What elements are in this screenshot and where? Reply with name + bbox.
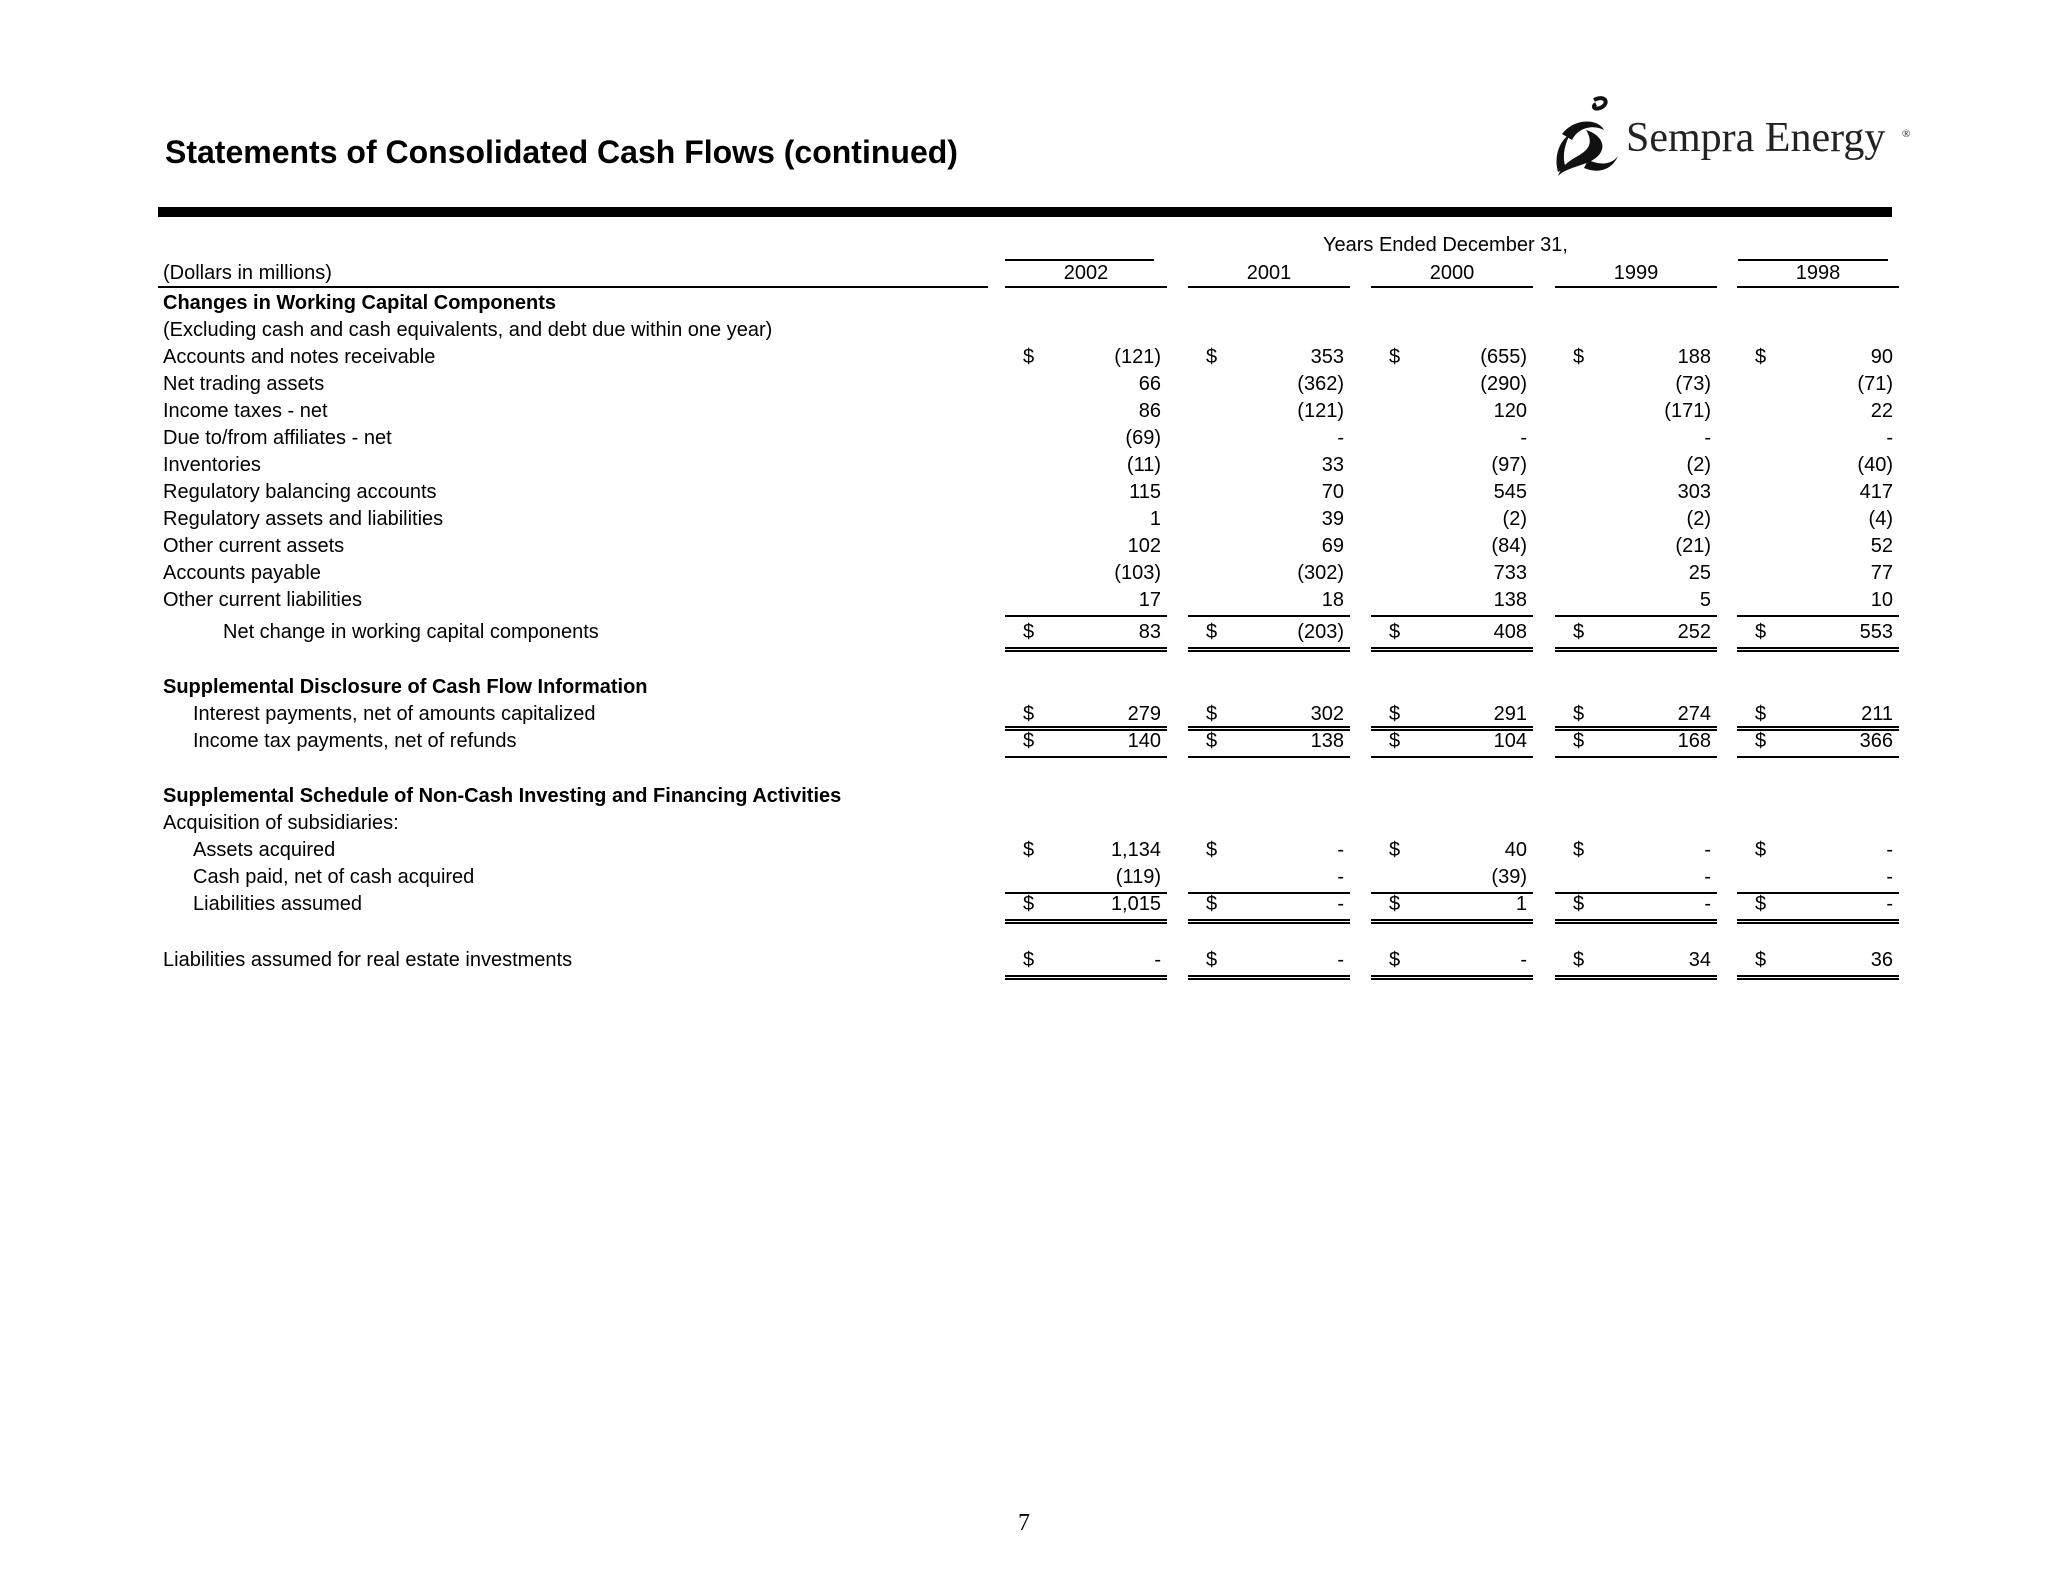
value-cell: [1188, 948, 1350, 980]
cell-value: 86: [1138, 400, 1161, 422]
value-cell: [1371, 507, 1533, 534]
cell-value: 274: [1677, 703, 1711, 725]
value-cell: [1555, 561, 1717, 588]
cell-value: (21): [1675, 535, 1711, 557]
years-caption-rule: [1005, 259, 1154, 261]
value-cell: [1737, 729, 1899, 758]
currency-symbol: $: [1389, 621, 1401, 643]
units-rule: [158, 286, 988, 288]
value-cell: [1188, 865, 1350, 894]
sempra-flame-icon: [1548, 94, 1620, 184]
table-row: [0, 702, 2048, 729]
cell-value: 168: [1677, 730, 1711, 752]
cell-value: 366: [1859, 730, 1893, 752]
value-cell: [1737, 838, 1899, 865]
currency-symbol: $: [1206, 839, 1218, 861]
cell-value: (121): [1297, 400, 1344, 422]
table-row: [0, 729, 2048, 756]
value-cell: [1005, 399, 1167, 426]
value-cell: [1371, 480, 1533, 507]
currency-symbol: $: [1573, 839, 1585, 861]
table-row: [0, 620, 2048, 647]
cell-value: 83: [1138, 621, 1161, 643]
currency-symbol: $: [1573, 703, 1585, 725]
value-cell: [1188, 372, 1350, 399]
value-cell: [1188, 345, 1350, 372]
section-heading: Changes in Working Capital Components: [163, 292, 556, 314]
cell-value: 211: [1861, 703, 1893, 725]
currency-symbol: $: [1573, 893, 1585, 915]
value-cell: [1737, 588, 1899, 617]
cell-value: 408: [1493, 621, 1527, 643]
value-cell: [1005, 345, 1167, 372]
currency-symbol: $: [1389, 893, 1401, 915]
table-row: [0, 948, 2048, 975]
currency-symbol: $: [1755, 949, 1767, 971]
page-title: Statements of Consolidated Cash Flows (continued): [165, 134, 958, 170]
value-cell: [1005, 453, 1167, 480]
table-row: [0, 507, 2048, 534]
cell-value: (39): [1491, 866, 1527, 888]
cell-value: 40: [1504, 839, 1527, 861]
value-cell: [1737, 892, 1899, 924]
cell-value: (302): [1297, 562, 1344, 584]
cell-value: 17: [1138, 589, 1161, 611]
cell-value: -: [1886, 427, 1893, 449]
value-cell: [1371, 948, 1533, 980]
value-cell: [1371, 865, 1533, 894]
value-cell: [1371, 620, 1533, 652]
year-header-rule: [1188, 286, 1350, 288]
section-heading: Supplemental Disclosure of Cash Flow Information: [163, 676, 648, 698]
value-cell: [1371, 453, 1533, 480]
title-divider: [158, 207, 1892, 217]
table-row: [0, 291, 2048, 318]
cell-value: 138: [1310, 730, 1344, 752]
cell-value: 188: [1677, 346, 1711, 368]
currency-symbol: $: [1023, 893, 1035, 915]
cell-value: (119): [1115, 866, 1161, 888]
section-heading: Supplemental Schedule of Non-Cash Investing and Financing Activities: [163, 785, 842, 807]
value-cell: [1737, 865, 1899, 894]
value-cell: [1005, 480, 1167, 507]
cell-value: 120: [1493, 400, 1527, 422]
year-header: 2001: [1246, 262, 1292, 284]
cell-value: 1,134: [1110, 839, 1161, 861]
table-row: [0, 675, 2048, 702]
years-caption-rule: [1738, 259, 1888, 261]
row-label: Income taxes - net: [163, 400, 328, 422]
cell-value: (84): [1491, 535, 1527, 557]
value-cell: [1005, 507, 1167, 534]
value-cell: [1005, 588, 1167, 617]
cell-value: -: [1886, 839, 1893, 861]
value-cell: [1555, 534, 1717, 561]
value-cell: [1555, 620, 1717, 652]
cell-value: (4): [1868, 508, 1893, 530]
cell-value: 252: [1677, 621, 1711, 643]
row-label: Income tax payments, net of refunds: [193, 730, 517, 752]
currency-symbol: $: [1389, 703, 1401, 725]
table-row: [0, 426, 2048, 453]
cell-rule: [1005, 726, 1167, 728]
row-label: Net trading assets: [163, 373, 325, 395]
cell-value: 70: [1321, 481, 1344, 503]
currency-symbol: $: [1573, 621, 1585, 643]
currency-symbol: $: [1573, 346, 1585, 368]
currency-symbol: $: [1206, 621, 1218, 643]
value-cell: [1188, 892, 1350, 924]
value-cell: [1188, 507, 1350, 534]
row-label: Acquisition of subsidiaries:: [163, 812, 399, 834]
currency-symbol: $: [1389, 839, 1401, 861]
row-label: Other current liabilities: [163, 589, 362, 611]
value-cell: [1371, 426, 1533, 453]
value-cell: [1188, 426, 1350, 453]
value-cell: [1188, 561, 1350, 588]
value-cell: [1737, 345, 1899, 372]
currency-symbol: $: [1755, 839, 1767, 861]
cell-value: (73): [1675, 373, 1711, 395]
cell-value: 90: [1870, 346, 1893, 368]
currency-symbol: $: [1389, 949, 1401, 971]
value-cell: [1005, 561, 1167, 588]
value-cell: [1005, 729, 1167, 758]
value-cell: [1371, 588, 1533, 617]
currency-symbol: $: [1755, 346, 1767, 368]
cell-value: -: [1337, 839, 1344, 861]
registered-mark: ®: [1902, 128, 1911, 140]
cell-value: 104: [1493, 730, 1527, 752]
value-cell: [1188, 453, 1350, 480]
currency-symbol: $: [1206, 703, 1218, 725]
value-cell: [1371, 561, 1533, 588]
currency-symbol: $: [1206, 949, 1218, 971]
value-cell: [1555, 729, 1717, 758]
row-label: Cash paid, net of cash acquired: [193, 866, 475, 888]
cell-value: 1,015: [1110, 893, 1161, 915]
value-cell: [1737, 620, 1899, 652]
cell-value: 18: [1321, 589, 1344, 611]
value-cell: [1555, 588, 1717, 617]
value-cell: [1737, 426, 1899, 453]
value-cell: [1188, 838, 1350, 865]
cell-value: (171): [1664, 400, 1711, 422]
cell-value: (71): [1857, 373, 1893, 395]
currency-symbol: $: [1755, 703, 1767, 725]
cell-value: -: [1520, 949, 1527, 971]
cell-value: (11): [1126, 454, 1161, 476]
currency-symbol: $: [1755, 730, 1767, 752]
value-cell: [1188, 588, 1350, 617]
value-cell: [1371, 372, 1533, 399]
value-cell: [1371, 838, 1533, 865]
cell-value: -: [1704, 866, 1711, 888]
cell-value: -: [1520, 427, 1527, 449]
currency-symbol: $: [1389, 346, 1401, 368]
value-cell: [1555, 507, 1717, 534]
cell-rule: [1555, 726, 1717, 728]
value-cell: [1555, 838, 1717, 865]
table-row: [0, 811, 2048, 838]
value-cell: [1555, 480, 1717, 507]
value-cell: [1737, 534, 1899, 561]
year-header-rule: [1737, 286, 1899, 288]
logo-wordmark: Sempra Energy: [1626, 115, 1886, 161]
row-label: Interest payments, net of amounts capitalized: [193, 703, 596, 725]
row-label: Liabilities assumed: [193, 893, 362, 915]
cell-value: 303: [1677, 481, 1711, 503]
cell-value: (2): [1686, 508, 1711, 530]
value-cell: [1737, 399, 1899, 426]
row-label: Other current assets: [163, 535, 345, 557]
cell-value: 34: [1688, 949, 1711, 971]
cell-value: 733: [1493, 562, 1527, 584]
row-label: Inventories: [163, 454, 261, 476]
value-cell: [1188, 399, 1350, 426]
cell-value: -: [1154, 949, 1161, 971]
currency-symbol: $: [1023, 839, 1035, 861]
cell-value: 36: [1870, 949, 1893, 971]
page-number: 7: [1018, 1510, 1030, 1536]
cell-value: (655): [1480, 346, 1527, 368]
year-header: 1999: [1613, 262, 1659, 284]
cell-value: 279: [1127, 703, 1161, 725]
value-cell: [1005, 838, 1167, 865]
currency-symbol: $: [1755, 621, 1767, 643]
table-row: [0, 561, 2048, 588]
cell-rule: [1737, 726, 1899, 728]
cell-rule: [1188, 726, 1350, 728]
cell-value: 52: [1870, 535, 1893, 557]
cell-value: 140: [1127, 730, 1161, 752]
cell-value: (103): [1114, 562, 1161, 584]
cell-value: -: [1337, 866, 1344, 888]
row-label: Due to/from affiliates - net: [163, 427, 392, 449]
company-logo: [1548, 94, 1920, 184]
row-label: Accounts and notes receivable: [163, 346, 436, 368]
cell-value: 5: [1699, 589, 1711, 611]
table-row: [0, 453, 2048, 480]
cell-value: -: [1886, 866, 1893, 888]
table-row: [0, 865, 2048, 892]
value-cell: [1555, 948, 1717, 980]
table-row: [0, 784, 2048, 811]
cell-value: (2): [1502, 508, 1527, 530]
table-row: [0, 318, 2048, 345]
table-row: [0, 399, 2048, 426]
cell-value: (362): [1297, 373, 1344, 395]
value-cell: [1555, 372, 1717, 399]
value-cell: [1188, 620, 1350, 652]
row-label: Regulatory balancing accounts: [163, 481, 437, 503]
value-cell: [1005, 426, 1167, 453]
row-label: Accounts payable: [163, 562, 321, 584]
table-row: [0, 480, 2048, 507]
cell-value: (203): [1297, 621, 1344, 643]
year-header: 2002: [1063, 262, 1109, 284]
value-cell: [1737, 480, 1899, 507]
value-cell: [1737, 453, 1899, 480]
cell-value: -: [1886, 893, 1893, 915]
year-header: 1998: [1795, 262, 1841, 284]
value-cell: [1555, 892, 1717, 924]
value-cell: [1555, 426, 1717, 453]
value-cell: [1555, 865, 1717, 894]
cell-value: -: [1704, 893, 1711, 915]
cell-value: 22: [1870, 400, 1893, 422]
cell-value: 77: [1870, 562, 1893, 584]
value-cell: [1555, 345, 1717, 372]
value-cell: [1737, 507, 1899, 534]
currency-symbol: $: [1023, 346, 1035, 368]
row-label: Net change in working capital components: [223, 621, 599, 643]
currency-symbol: $: [1206, 730, 1218, 752]
cell-value: 33: [1321, 454, 1344, 476]
cell-value: 353: [1310, 346, 1344, 368]
cell-value: 417: [1859, 481, 1893, 503]
value-cell: [1188, 534, 1350, 561]
table-row: [0, 838, 2048, 865]
currency-symbol: $: [1023, 949, 1035, 971]
value-cell: [1371, 345, 1533, 372]
cell-value: -: [1704, 427, 1711, 449]
cell-value: 545: [1493, 481, 1527, 503]
currency-symbol: $: [1023, 703, 1035, 725]
table-row: [0, 892, 2048, 919]
row-label: Assets acquired: [193, 839, 336, 861]
value-cell: [1555, 399, 1717, 426]
value-cell: [1005, 620, 1167, 652]
currency-symbol: $: [1755, 893, 1767, 915]
cell-value: 69: [1321, 535, 1344, 557]
cell-value: (2): [1686, 454, 1711, 476]
value-cell: [1371, 399, 1533, 426]
cell-value: -: [1337, 427, 1344, 449]
row-label: Liabilities assumed for real estate investments: [163, 949, 573, 971]
year-header: 2000: [1429, 262, 1475, 284]
value-cell: [1737, 948, 1899, 980]
year-header-rule: [1371, 286, 1533, 288]
cell-value: 115: [1129, 481, 1161, 503]
cell-value: -: [1337, 893, 1344, 915]
currency-symbol: $: [1389, 730, 1401, 752]
currency-symbol: $: [1573, 730, 1585, 752]
table-row: [0, 588, 2048, 615]
row-label: Regulatory assets and liabilities: [163, 508, 444, 530]
value-cell: [1005, 534, 1167, 561]
cell-value: 291: [1493, 703, 1527, 725]
year-header-rule: [1555, 286, 1717, 288]
currency-symbol: $: [1573, 949, 1585, 971]
value-cell: [1371, 534, 1533, 561]
row-label: (Excluding cash and cash equivalents, and debt due within one year): [163, 319, 773, 341]
cell-value: 1: [1515, 893, 1527, 915]
cell-value: 1: [1149, 508, 1161, 530]
years-caption: Years Ended December 31,: [1323, 234, 1568, 256]
cell-value: 102: [1127, 535, 1161, 557]
cell-value: 138: [1493, 589, 1527, 611]
value-cell: [1005, 865, 1167, 894]
table-row: [0, 372, 2048, 399]
cell-value: (40): [1857, 454, 1893, 476]
value-cell: [1188, 480, 1350, 507]
cell-value: -: [1337, 949, 1344, 971]
cell-value: (121): [1114, 346, 1161, 368]
value-cell: [1737, 561, 1899, 588]
value-cell: [1005, 892, 1167, 924]
value-cell: [1555, 453, 1717, 480]
cell-rule: [1371, 726, 1533, 728]
cell-value: (290): [1480, 373, 1527, 395]
value-cell: [1737, 372, 1899, 399]
cell-value: 553: [1859, 621, 1893, 643]
currency-symbol: $: [1023, 621, 1035, 643]
units-label: (Dollars in millions): [163, 262, 332, 284]
cell-value: 10: [1870, 589, 1893, 611]
value-cell: [1005, 948, 1167, 980]
cell-value: 66: [1138, 373, 1161, 395]
year-header-rule: [1005, 286, 1167, 288]
cell-value: (97): [1491, 454, 1527, 476]
table-row: [0, 534, 2048, 561]
cell-value: 302: [1310, 703, 1344, 725]
cell-value: (69): [1125, 427, 1161, 449]
value-cell: [1005, 372, 1167, 399]
cell-value: 25: [1688, 562, 1711, 584]
currency-symbol: $: [1206, 346, 1218, 368]
currency-symbol: $: [1023, 730, 1035, 752]
cell-value: 39: [1321, 508, 1344, 530]
currency-symbol: $: [1206, 893, 1218, 915]
value-cell: [1371, 892, 1533, 924]
value-cell: [1371, 729, 1533, 758]
table-row: [0, 345, 2048, 372]
value-cell: [1188, 729, 1350, 758]
cell-value: -: [1704, 839, 1711, 861]
